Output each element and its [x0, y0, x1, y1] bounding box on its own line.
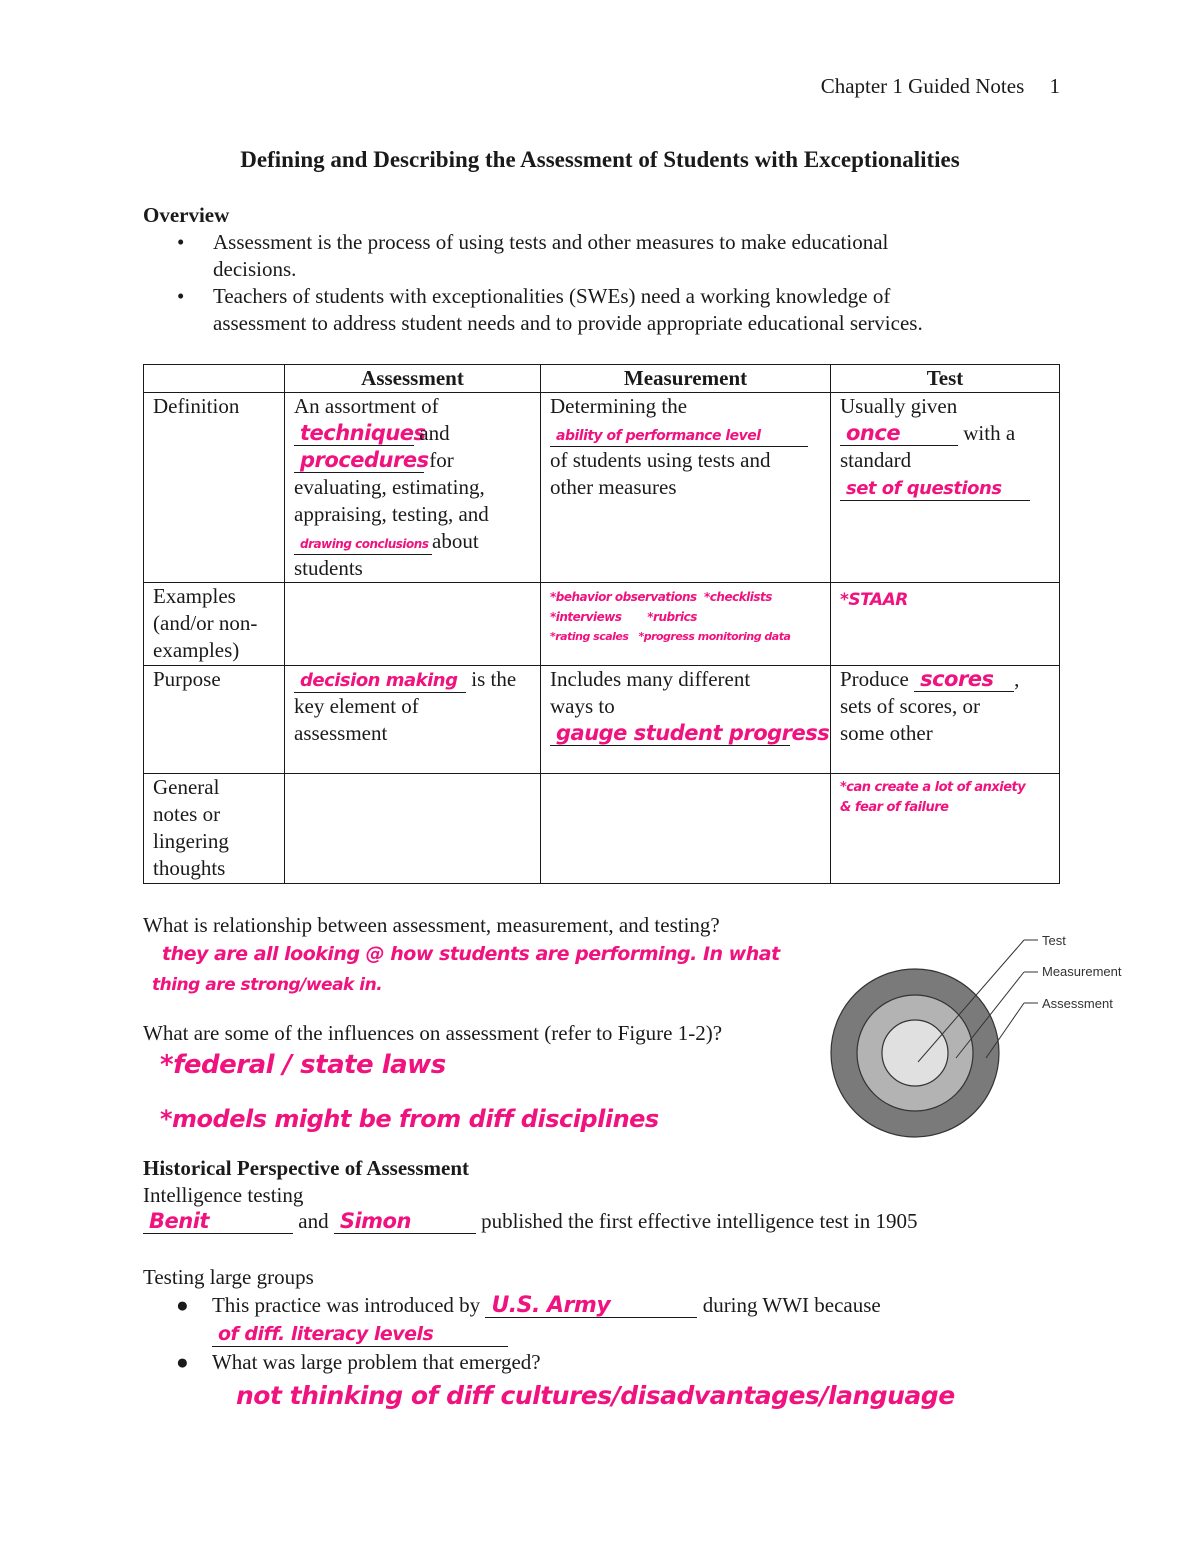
- handwritten-answer: U.S. Army: [491, 1293, 611, 1318]
- list-item: ● This practice was introduced by U.S. Army during WWI because: [176, 1293, 881, 1318]
- purpose-assessment-cell: decision making is the key element of assessment: [285, 666, 541, 774]
- large-groups-heading: Testing large groups: [143, 1265, 314, 1289]
- handwritten-note: *rating scales: [550, 630, 629, 643]
- row-label: Examples (and/or non- examples): [144, 583, 285, 666]
- running-header: [821, 73, 1060, 100]
- row-label: Definition: [144, 393, 285, 583]
- handwritten-note: *progress monitoring data: [638, 630, 791, 643]
- definition-measurement-cell: Determining the ability of performance level of students using tests and other measures: [541, 393, 831, 583]
- overview-heading: Overview: [143, 203, 230, 227]
- notes-measurement-cell: [541, 774, 831, 884]
- bullet-dot: •: [177, 230, 185, 254]
- relationship-question: What is relationship between assessment, measurement, and testing?: [143, 913, 720, 937]
- nested-circles-diagram: [826, 928, 1136, 1150]
- test-circle: [882, 1020, 948, 1086]
- handwritten-answer: Benit: [149, 1209, 209, 1233]
- handwritten-answer: gauge student progress: [556, 721, 830, 745]
- list-item: • Assessment is the process of using tests and other measures to make educational decisions.: [177, 230, 889, 281]
- column-header: Test: [831, 365, 1060, 393]
- handwritten-answer: of diff. literacy levels: [218, 1323, 434, 1345]
- diagram-label-test: Test: [1042, 933, 1066, 948]
- definition-assessment-cell: An assortment of techniques and procedures for evaluating, estimating, appraising, testing, and drawing conclusions about students: [285, 393, 541, 583]
- handwritten-note: *behavior observations: [550, 590, 697, 604]
- definition-test-cell: Usually given once with a standard set of questions: [831, 393, 1060, 583]
- running-title: Chapter 1 Guided Notes: [820, 74, 1025, 98]
- list-item: • Teachers of students with exceptionalities (SWEs) need a working knowledge of assessment to address student needs and to provide appropriate educational services.: [177, 284, 923, 335]
- handwritten-answer: ability of performance level: [556, 428, 761, 444]
- diagram-label-measurement: Measurement: [1042, 964, 1122, 979]
- because-line: [212, 1320, 508, 1347]
- notes-assessment-cell: [285, 774, 541, 884]
- column-header: Measurement: [541, 365, 831, 393]
- page-number: 1: [1049, 74, 1060, 98]
- table-row: [144, 774, 1060, 884]
- assessment-table: [143, 364, 1060, 884]
- examples-test-cell: [831, 583, 1060, 666]
- handwritten-answer: procedures: [300, 448, 429, 472]
- header-empty: [144, 365, 285, 393]
- row-label: General notes or lingering thoughts: [144, 774, 285, 884]
- bullet-dot: •: [177, 284, 185, 308]
- handwritten-note: *interviews: [550, 610, 622, 624]
- purpose-test-cell: Produce scores , sets of scores, or some other: [831, 666, 1060, 774]
- table-row: [144, 666, 1060, 774]
- handwritten-answer: drawing conclusions: [300, 537, 429, 551]
- handwritten-note: *STAAR: [840, 590, 908, 610]
- large-problem-answer: not thinking of diff cultures/disadvantages/language: [236, 1381, 955, 1410]
- handwritten-note: & fear of failure: [840, 800, 949, 815]
- diagram-label-assessment: Assessment: [1042, 996, 1113, 1011]
- examples-measurement-cell: [541, 583, 831, 666]
- intelligence-sentence: Benit and Simon published the first effective intelligence test in 1905: [143, 1208, 917, 1235]
- handwritten-answer: once: [846, 421, 901, 445]
- influences-answer-line1: *federal / state laws: [160, 1050, 446, 1080]
- page-title: Defining and Describing the Assessment of Students with Exceptionalities: [240, 147, 960, 172]
- bullet-dot: ●: [176, 1293, 189, 1317]
- handwritten-note: *checklists: [704, 590, 772, 604]
- column-header: Assessment: [285, 365, 541, 393]
- handwritten-answer: set of questions: [846, 478, 1002, 499]
- history-subheading: Intelligence testing: [143, 1183, 304, 1207]
- relationship-answer-line1: they are all looking @ how students are performing. In what: [162, 943, 780, 965]
- history-heading: Historical Perspective of Assessment: [143, 1156, 470, 1180]
- handwritten-answer: scores: [920, 667, 994, 691]
- influences-answer-line2: *models might be from diff disciplines: [160, 1105, 659, 1133]
- influences-question: What are some of the influences on assessment (refer to Figure 1-2)?: [143, 1021, 723, 1045]
- handwritten-answer: Simon: [339, 1209, 411, 1233]
- relationship-answer-line2: thing are strong/weak in.: [152, 975, 383, 995]
- handwritten-note: *rubrics: [647, 610, 697, 624]
- table-header-row: [144, 365, 1060, 393]
- handwritten-answer: techniques: [300, 421, 426, 445]
- row-label: Purpose: [144, 666, 285, 774]
- table-row: [144, 583, 1060, 666]
- purpose-measurement-cell: Includes many different ways to gauge student progress: [541, 666, 831, 774]
- overview-bullets: [143, 229, 1013, 337]
- handwritten-note: *can create a lot of anxiety: [840, 780, 1026, 795]
- handwritten-answer: decision making: [300, 670, 458, 691]
- examples-assessment-cell: [285, 583, 541, 666]
- notes-test-cell: [831, 774, 1060, 884]
- bullet-dot: ●: [176, 1350, 189, 1374]
- list-item: ● What was large problem that emerged?: [176, 1350, 541, 1374]
- table-row: [144, 393, 1060, 583]
